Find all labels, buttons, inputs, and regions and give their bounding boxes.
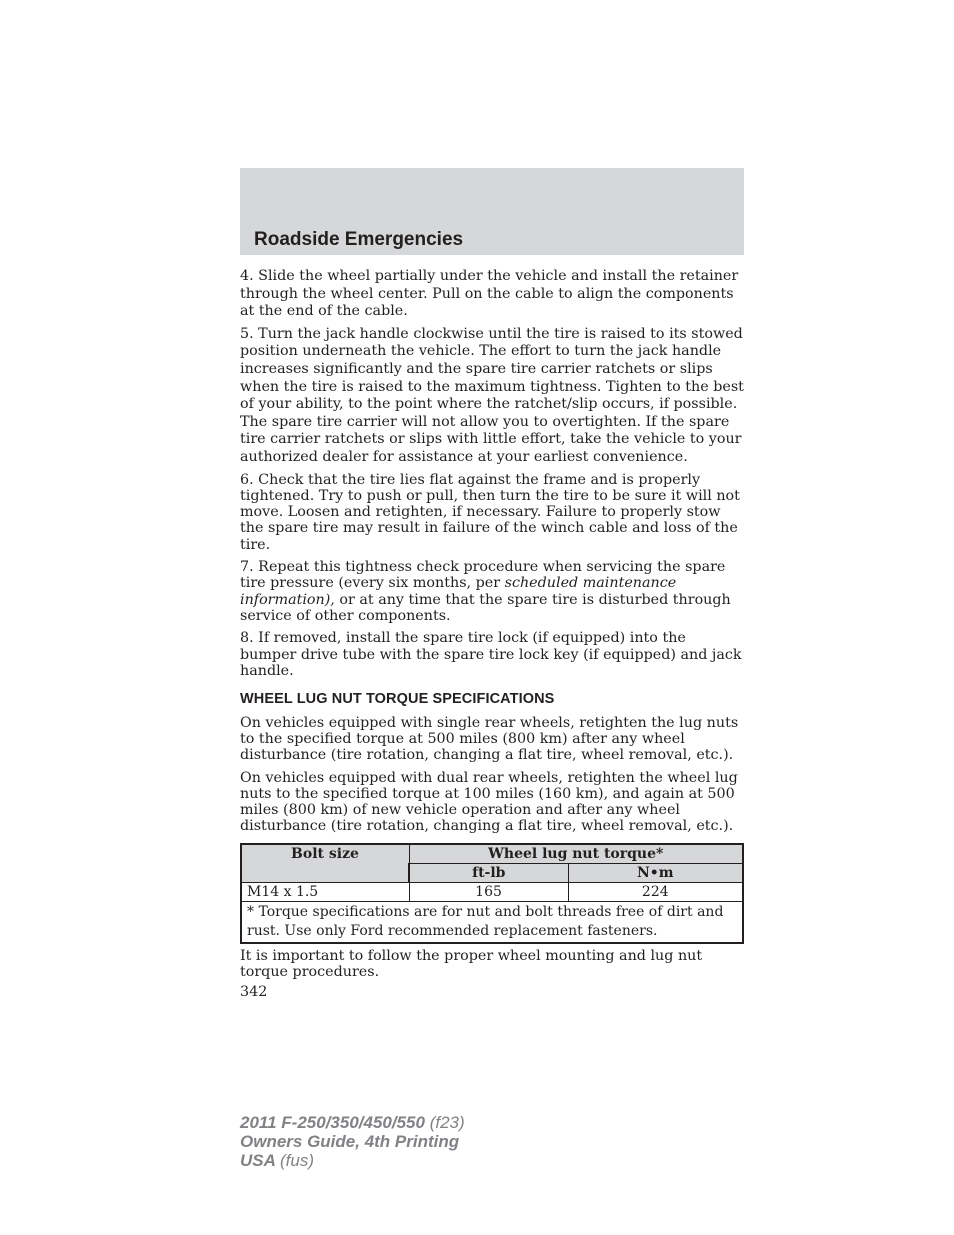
step-8-paragraph: 8. If removed, install the spare tire lock (if equipped) into the bumper drive tube with the spare tire lock key (if equipped) and jack handle.: [240, 630, 742, 679]
footer-model-code: (f23): [429, 1113, 465, 1132]
dual-rear-wheels-paragraph: On vehicles equipped with dual rear wheels, retighten the wheel lug nuts to the specified torque at 100 miles (160 km), and again at 500 miles (800 km) of new vehicle operation and after any wheel disturbance (tire rotation, changing a flat tire, wheel removal, etc.).: [240, 769, 738, 835]
ftlb-header: ft-lb: [409, 863, 568, 882]
torque-section-heading: WHEEL LUG NUT TORQUE SPECIFICATIONS: [240, 691, 555, 708]
bolt-size-header: Bolt size: [241, 844, 409, 883]
page-content: [240, 268, 744, 1002]
document-footer: [240, 1113, 465, 1170]
torque-spec-table: [240, 843, 744, 944]
step-7-paragraph: [240, 559, 744, 624]
bolt-size-cell: M14 x 1.5: [241, 882, 409, 901]
nm-header: N•m: [568, 863, 743, 882]
footer-guide-line: Owners Guide, 4th Printing: [240, 1132, 460, 1151]
table-footnote: * Torque specifications are for nut and bolt threads free of dirt and rust. Use only Ford recommended replacement fasteners.: [241, 901, 743, 943]
page-number: 342: [240, 984, 268, 1001]
footer-model: 2011 F-250/350/450/550: [240, 1113, 425, 1132]
table-row: [241, 882, 743, 901]
footer-model-line: [240, 1113, 465, 1132]
section-header-band: [240, 168, 744, 255]
step-7-reference: scheduled maintenance information),: [240, 575, 677, 608]
table-footnote-row: [241, 901, 743, 943]
step-7-text-start: 7. Repeat this tightness check procedure when servicing the spare tire pressure (every six months, per: [240, 559, 726, 592]
step-6-paragraph: 6. Check that the tire lies flat against the frame and is properly tightened. Try to push or pull, then turn the tire to be sure it will not move. Loosen and retighten, if necessary. Failure to properly stow the spare tire may result in failure of the winch cable and loss of the tire.: [240, 471, 740, 553]
closing-paragraph: It is important to follow the proper wheel mounting and lug nut torque procedures.: [240, 947, 703, 981]
nm-cell: 224: [568, 882, 743, 901]
step-5-paragraph: 5. Turn the jack handle clockwise until the tire is raised to its stowed position underneath the vehicle. The effort to turn the jack handle increases significantly and the spare tire carrier ratchets or slips when the tire is raised to the maximum tightness. Tighten to the best of your ability, to the point where the ratchet/slip occurs, if possible. The spare tire carrier will not allow you to overtighten. If the spare tire carrier ratchets or slips with little effort, take the vehicle to your authorized dealer for assistance at your earliest convenience.: [240, 325, 744, 465]
ftlb-cell: 165: [409, 882, 568, 901]
single-rear-wheels-paragraph: On vehicles equipped with single rear wheels, retighten the lug nuts to the specified torque at 500 miles (800 km) after any wheel disturbance (tire rotation, changing a flat tire, wheel removal, etc.).: [240, 714, 739, 764]
step-7-text-end: or at any time that the spare tire is disturbed through service of other components.: [240, 591, 731, 624]
footer-region: USA: [240, 1151, 276, 1170]
torque-header: Wheel lug nut torque*: [409, 844, 743, 864]
section-title: Roadside Emergencies: [254, 229, 464, 250]
step-4-paragraph: 4. Slide the wheel partially under the vehicle and install the retainer through the wheel center. Pull on the cable to align the components at the end of the cable.: [240, 268, 739, 320]
footer-region-code: (fus): [280, 1151, 314, 1170]
footer-region-line: [240, 1151, 465, 1170]
